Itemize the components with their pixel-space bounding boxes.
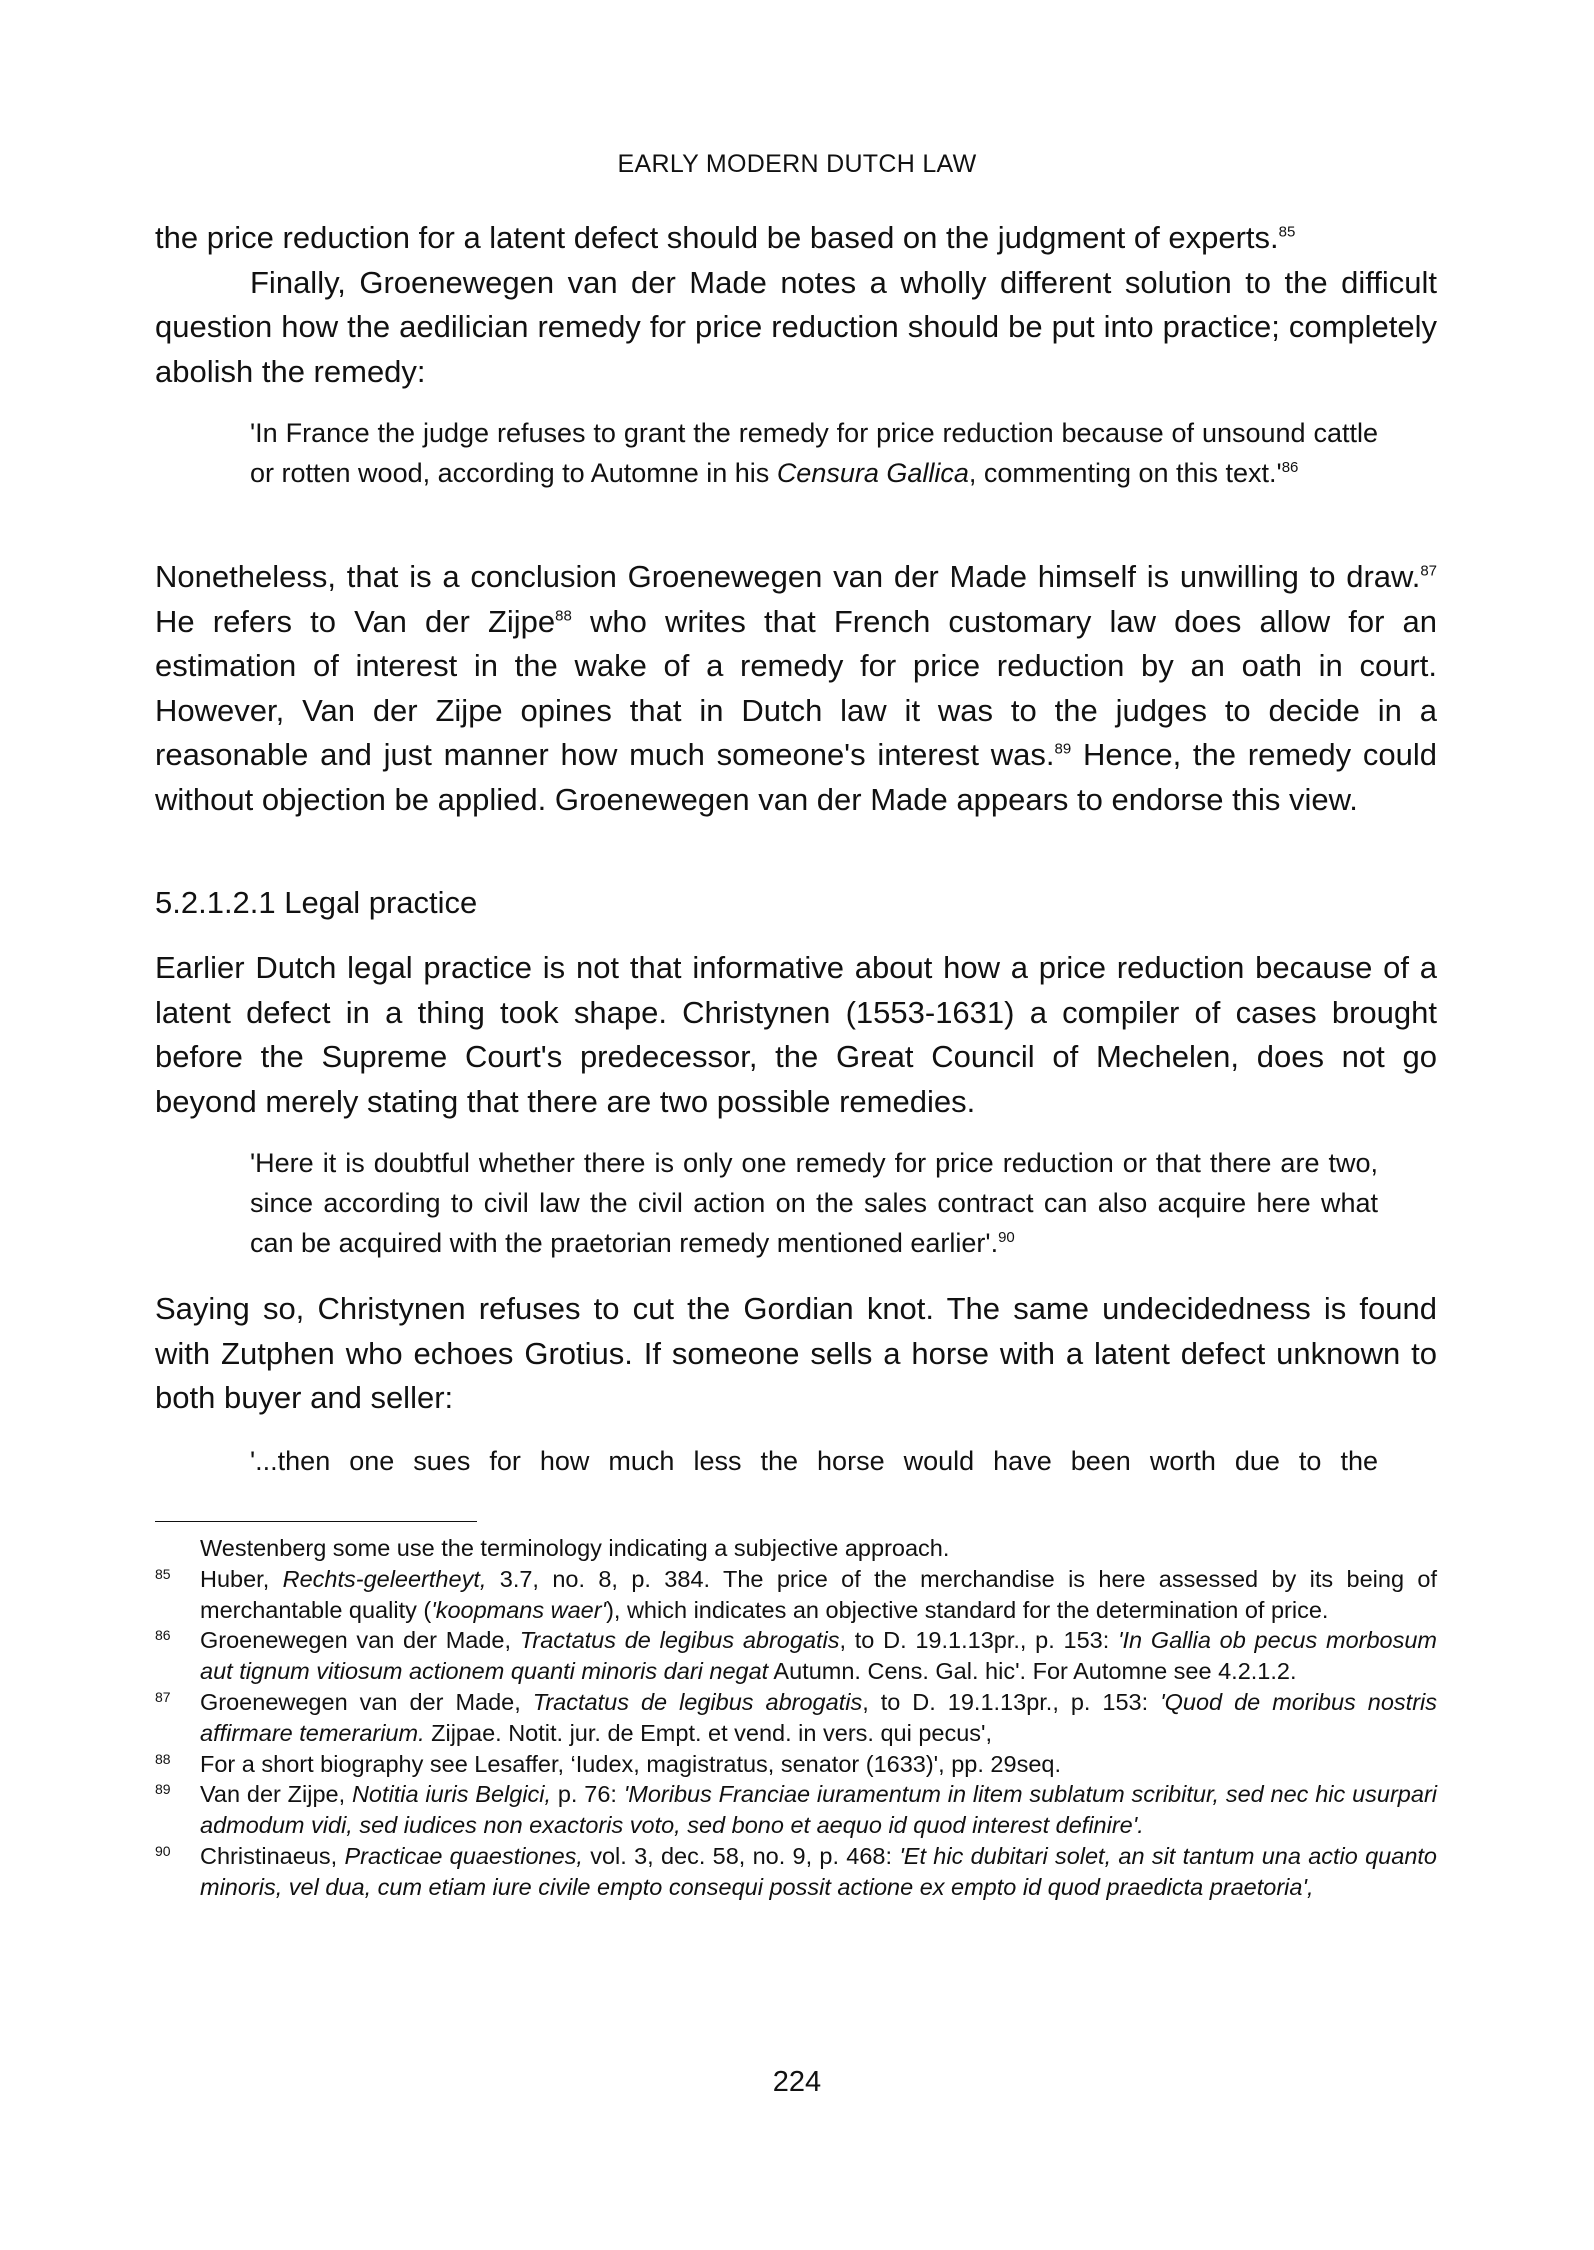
paragraph-5: Saying so, Christynen refuses to cut the Gordian knot. The same undecidedness is found with Zutphen who echoes Grotius. If someone sells a horse with a latent defect unknown to both buyer and seller: [155,1291,1437,1415]
page-number: 224 [772,2066,822,2098]
footnote-ref-86[interactable]: 86 [1281,459,1299,476]
running-header: EARLY MODERN DUTCH LAW [617,150,977,178]
footnote-ref-87[interactable]: 87 [1420,562,1437,580]
block-quote-1 [250,413,1378,493]
footnote-89-b: p. 76: [551,1781,624,1808]
footnote-ref-90[interactable]: 90 [998,1229,1015,1246]
footnote-87-b: , to D. 19.1.13pr., p. 153: [862,1688,1161,1715]
body-text-legal-practice [155,946,1437,1124]
paragraph-1-text: the price reduction for a latent defect should be based on the judgment of experts. [155,220,1279,255]
body-text-middle [155,555,1437,822]
footnote-87-quote: 'Quod de moribus nostris affirmare temerarium. [200,1688,1438,1746]
footnote-87-title: Tractatus de legibus abrogatis [532,1688,863,1715]
footnote-89-a: Van der Zijpe, [200,1781,352,1808]
footnote-90-title: Practicae quaestiones, [344,1842,583,1869]
footnote-86-number: 86 [155,1627,171,1644]
footnote-85-a: Huber, [200,1565,283,1592]
footnote-89-number: 89 [155,1781,171,1798]
section-heading: 5.2.1.2.1 Legal practice [155,885,478,920]
paragraph-4: Earlier Dutch legal practice is not that informative about how a price reduction because of a latent defect in a thing took shape. Christynen (1553-1631) a compiler of cases brought before the Supreme Court's predecessor, the Great Council of Mechelen, does not go beyond merely stating that there are two possible remedies. [155,950,1437,1119]
footnote-86-c: Autumn. Cens. Gal. hic'. For Automne see 4.2.1.2. [768,1658,1297,1685]
paragraph-2: Finally, Groenewegen van der Made notes a wholly different solution to the difficult question how the aedilician remedy for price reduction should be put into practice; completely abolish the remedy: [155,264,1437,389]
footnote-86 [155,1625,1437,1687]
body-text-bottom [155,1287,1437,1421]
footnote-85-b: 3.7, no. 8, p. 384. The price of the merchandise is here assessed by its being of merchantable quality ( [200,1565,1437,1623]
quote-1-title: Censura Gallica [776,458,969,488]
section-heading-wrap [155,881,1437,926]
footnote-85-number: 85 [155,1565,171,1582]
footnote-90-quote: 'Et hic dubitari solet, an sit tantum una actio quanto minoris, vel dua, cum etiam iure civile empto consequi possit actione ex empto id quod praedicta praetoria', [200,1842,1437,1900]
paragraph-3-s2: He refers to Van der Zijpe [155,603,556,639]
footnote-89-title: Notitia iuris Belgici, [351,1781,552,1808]
footnote-86-b: , to D. 19.1.13pr., p. 153: [839,1627,1118,1654]
quote-1-text-b: , commenting on this text.' [968,458,1282,488]
footnote-87-number: 87 [155,1688,171,1705]
footnote-87-a: Groenewegen van der Made, [200,1688,533,1715]
footnote-separator [155,1521,477,1522]
footnote-88 [155,1749,1437,1780]
block-quote-1-wrap [155,413,1437,493]
footnote-89 [155,1779,1437,1841]
footnote-88-text: For a short biography see Lesaffer, ‘Iudex, magistratus, senator (1633)', pp. 29seq. [200,1750,1061,1777]
footnote-ref-85[interactable]: 85 [1278,223,1296,241]
footnote-90-a: Christinaeus, [200,1842,345,1869]
paragraph-3 [155,555,1437,822]
footnote-85-c: ), which indicates an objective standard for the determination of price. [606,1596,1329,1623]
footnote-86-quote: 'In Gallia ob pecus morbosum aut tignum vitiosum actionem quanti minoris dari negat [200,1627,1437,1685]
footnote-90-b: vol. 3, dec. 58, no. 9, p. 468: [582,1842,900,1869]
footnotes [155,1533,1437,1903]
footnote-85 [155,1564,1437,1626]
footnote-87-c: Zijpae. Notit. jur. de Empt. et vend. in vers. qui pecus', [424,1719,993,1746]
paragraph-3-s4: Hence, the remedy could without objection be applied. Groenewegen van der Made appears to endorse this view. [155,737,1438,817]
quote-2-text: 'Here it is doubtful whether there is only one remedy for price reduction or that there are two, since according to civil law the civil action on the sales contract can also acquire here what can be acquired with the praetorian remedy mentioned earlier'. [250,1148,1378,1258]
footnote-ref-89[interactable]: 89 [1054,740,1072,758]
footnote-89-quote: 'Moribus Franciae iuramentum in litem sublatum scribitur, sed nec hic usurpari admodum vidi, sed iudices non exactoris voto, sed bono et aequo id quod interest definire'. [200,1781,1437,1839]
footnote-85-title: Rechts-geleertheyt, [282,1565,487,1592]
paragraph-1 [155,216,1437,261]
block-quote-2 [250,1143,1378,1263]
footnote-86-title: Tractatus de legibus abrogatis [519,1627,840,1654]
footnote-continuation [155,1533,1437,1564]
body-text-top [155,216,1437,394]
footnote-ref-88[interactable]: 88 [555,607,572,625]
footnote-90 [155,1841,1437,1903]
footnote-85-term: 'koopmans waer' [431,1596,607,1623]
block-quote-3: '...then one sues for how much less the horse would have been worth due to the [250,1446,1378,1476]
paragraph-3-s3: who writes that French customary law does allow for an estimation of interest in the wake of a remedy for price reduction by an oath in court. However, Van der Zijpe opines that in Dutch law it was to the judges to decide in a reasonable and just manner how much someone's interest was. [155,603,1438,772]
footnote-86-a: Groenewegen van der Made, [200,1627,520,1654]
block-quote-3-wrap [155,1441,1437,1481]
paragraph-3-s1: Nonetheless, that is a conclusion Groenewegen van der Made himself is unwilling to draw. [155,559,1421,594]
footnote-90-number: 90 [155,1842,171,1859]
footnote-continuation-text: Westenberg some use the terminology indicating a subjective approach. [200,1535,950,1561]
quote-1-text-a: 'In France the judge refuses to grant the remedy for price reduction because of unsound cattle or rotten wood, according to Automne in his [250,418,1378,488]
block-quote-2-wrap [155,1143,1437,1263]
footnote-88-number: 88 [155,1750,171,1767]
footnote-87 [155,1687,1437,1749]
